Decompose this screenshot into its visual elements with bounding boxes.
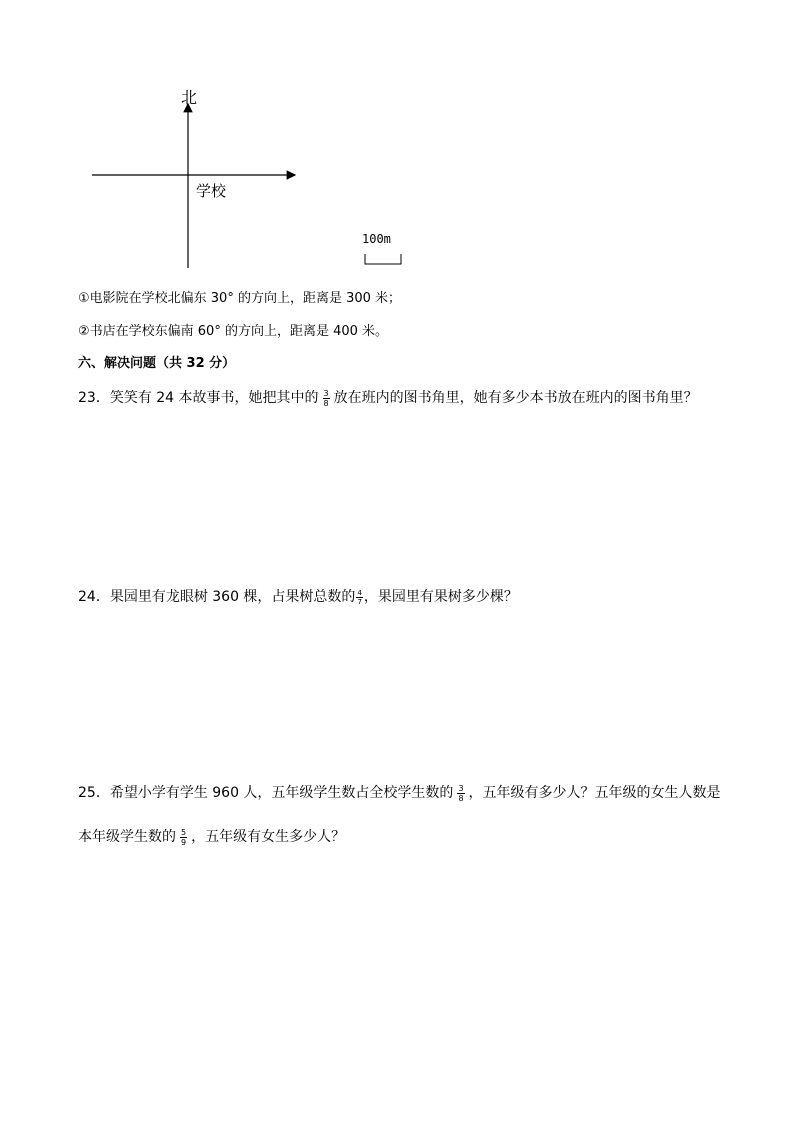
q23-frac-den: 8 xyxy=(323,398,329,408)
question-25-line-1 xyxy=(78,782,721,804)
q24-frac-den: 7 xyxy=(357,597,362,606)
origin-label: 学校 xyxy=(196,182,227,200)
q24-frac-num: 4 xyxy=(357,588,362,597)
q23-text-before: 23．笑笑有 24 本故事书，她把其中的 xyxy=(78,390,319,406)
q23-text-after: 放在班内的图书角里，她有多少本书放在班内的图书角里？ xyxy=(333,390,698,406)
q25-frac2-num: 5 xyxy=(181,827,187,837)
q25-fraction-1 xyxy=(457,784,464,803)
question-24 xyxy=(78,586,518,608)
q23-frac-num: 3 xyxy=(323,388,329,398)
q25-frac2-den: 9 xyxy=(181,837,187,847)
q25-line2-before: 本年级学生数的 xyxy=(78,829,176,845)
scale-bar xyxy=(365,254,401,264)
north-label: 北 xyxy=(181,88,198,107)
instruction-item-2: ②书店在学校东偏南 60° 的方向上，距离是 400 米。 xyxy=(78,324,389,339)
q25-frac1-den: 8 xyxy=(458,793,464,803)
q25-frac1-num: 3 xyxy=(458,783,464,793)
q24-fraction xyxy=(356,589,362,606)
q24-text-after: ，果园里有果树多少棵？ xyxy=(363,589,518,605)
q24-text-before: 24．果园里有龙眼树 360 棵，占果树总数的 xyxy=(78,589,356,605)
q25-fraction-2 xyxy=(180,828,187,847)
q25-line2-after: ，五年级有女生多少人？ xyxy=(191,829,346,845)
q25-line1-before: 25．希望小学有学生 960 人，五年级学生数占全校学生数的 xyxy=(78,785,454,801)
q23-fraction xyxy=(323,389,330,408)
scale-label: 100m xyxy=(362,232,391,246)
question-25-line-2 xyxy=(78,826,345,848)
question-23 xyxy=(78,387,698,409)
q25-line1-after: ，五年级有多少人？五年级的女生人数是 xyxy=(468,785,721,801)
section-title: 六、解决问题（共 32 分） xyxy=(78,356,236,371)
instruction-item-1: ①电影院在学校北偏东 30° 的方向上，距离是 300 米； xyxy=(78,291,402,306)
direction-diagram xyxy=(0,0,794,280)
